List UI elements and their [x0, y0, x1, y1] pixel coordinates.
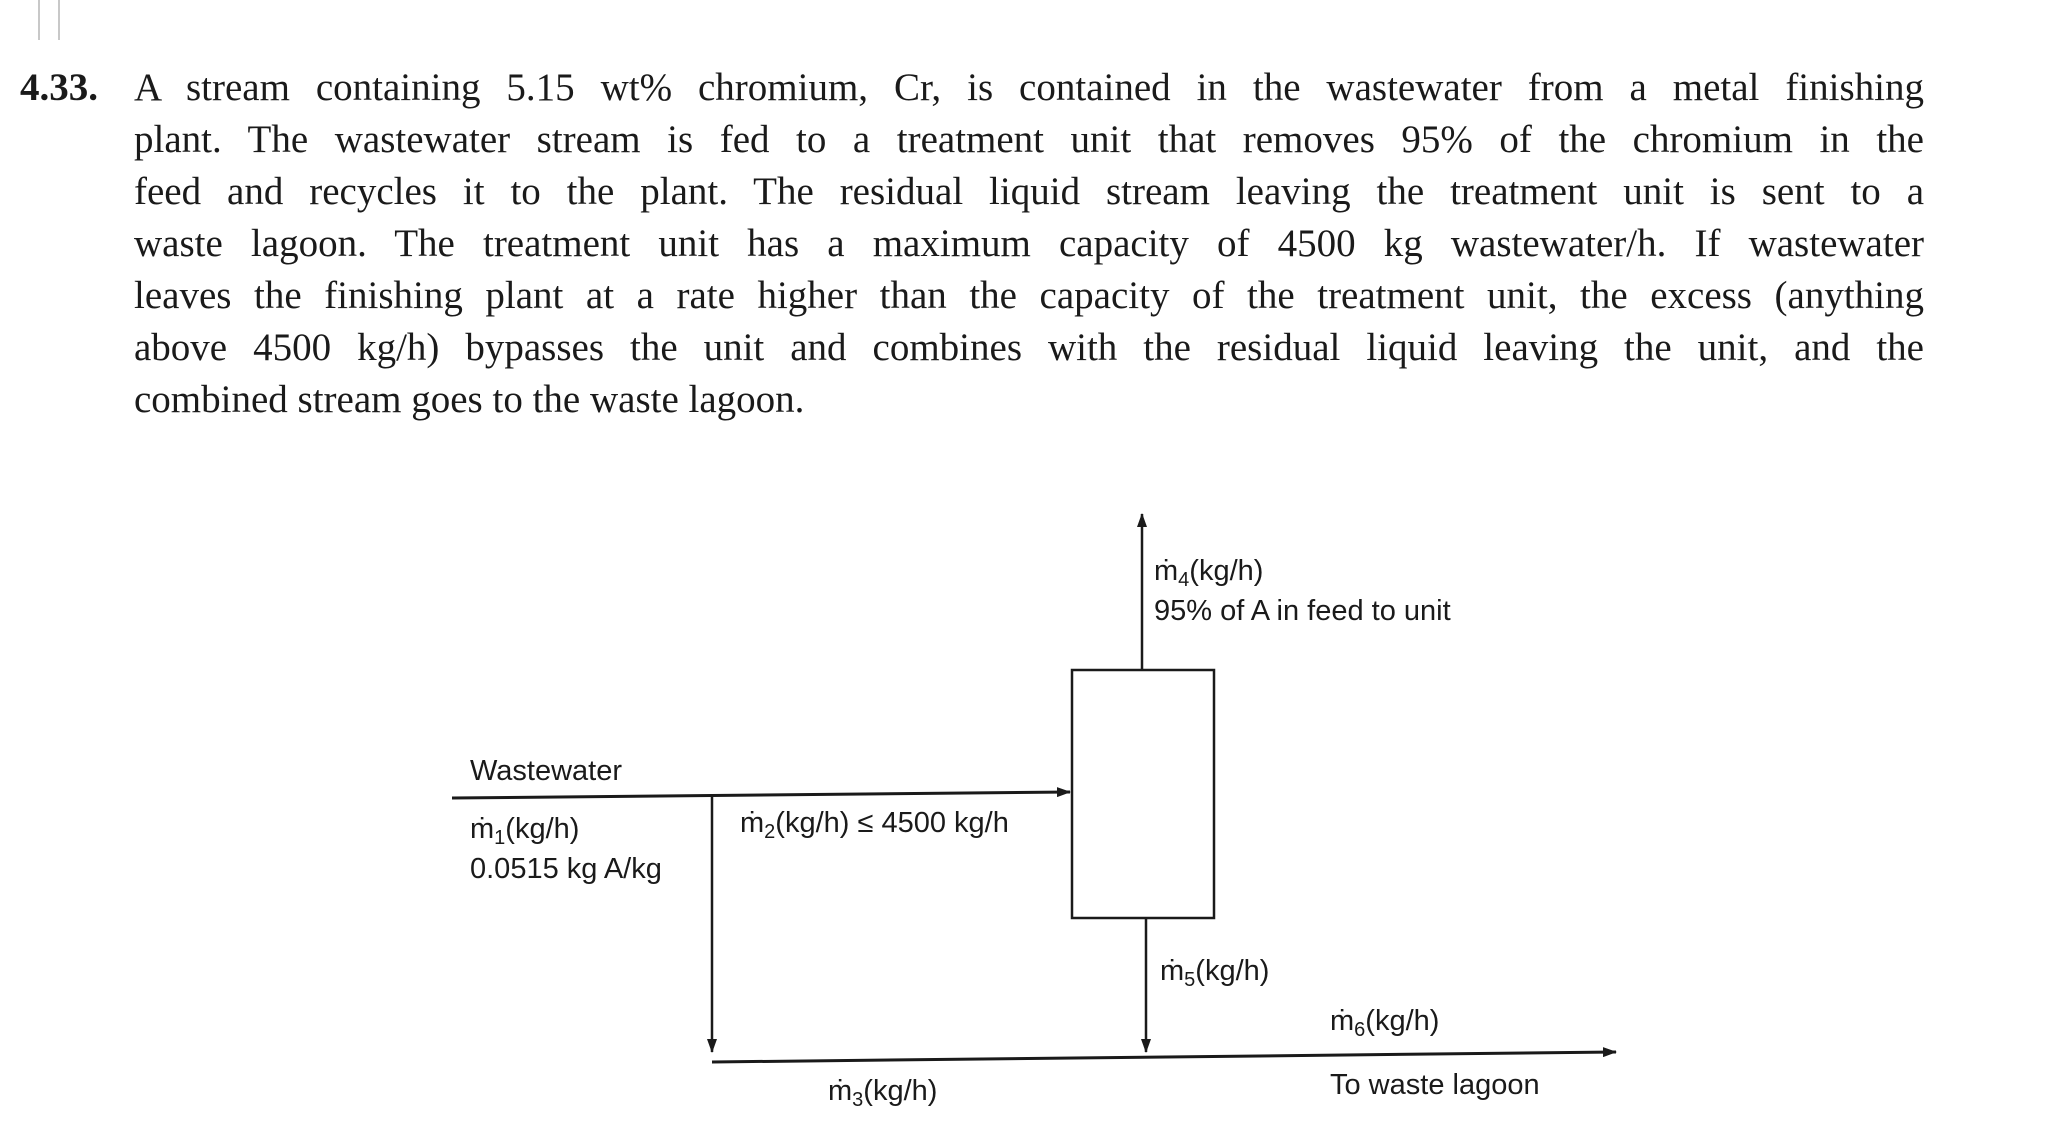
m4-unit: (kg/h) — [1189, 555, 1264, 587]
feed-title-label: Wastewater — [470, 755, 623, 787]
m1-subscript: 1 — [494, 827, 506, 849]
m4-subscript: 4 — [1178, 569, 1190, 591]
problem-line-1: A stream containing 5.15 wt% chromium, Cr, is contained in the wastewater from a metal finishing — [134, 66, 1924, 109]
outlet-label: To waste lagoon — [1330, 1069, 1540, 1101]
m2-label — [740, 807, 1009, 843]
feed-stream-line — [452, 792, 1070, 798]
m1-label — [470, 813, 579, 849]
treatment-unit-box — [1072, 670, 1214, 918]
m3-symbol: ṁ — [828, 1075, 853, 1107]
problem-number: 4.33. — [20, 66, 98, 109]
m6-unit: (kg/h) — [1365, 1005, 1440, 1037]
combined-stream-line — [712, 1052, 1616, 1062]
m6-subscript: 6 — [1354, 1019, 1366, 1041]
m5-label — [1160, 955, 1269, 991]
m2-symbol: ṁ — [740, 807, 765, 839]
problem-line-2: plant. The wastewater stream is fed to a treatment unit that removes 95% of the chromium in the — [134, 118, 1924, 161]
m6-symbol: ṁ — [1330, 1005, 1355, 1037]
feed-composition-label: 0.0515 kg A/kg — [470, 853, 662, 885]
problem-line-6: above 4500 kg/h) bypasses the unit and combines with the residual liquid leaving the unit, and the — [134, 326, 1924, 369]
m4-symbol: ṁ — [1154, 555, 1179, 587]
m3-label — [828, 1075, 937, 1111]
m2-subscript: 2 — [764, 821, 776, 843]
problem-line-5: leaves the finishing plant at a rate higher than the capacity of the treatment unit, the excess (anything — [134, 274, 1924, 317]
m4-label — [1154, 555, 1263, 591]
m4-note-label: 95% of A in feed to unit — [1154, 595, 1451, 627]
m1-symbol: ṁ — [470, 813, 495, 845]
m6-label — [1330, 1005, 1439, 1041]
problem-line-3: feed and recycles it to the plant. The residual liquid stream leaving the treatment unit is sent to a — [134, 170, 1924, 213]
problem-line-4: waste lagoon. The treatment unit has a maximum capacity of 4500 kg wastewater/h. If wastewater — [134, 222, 1924, 265]
m5-symbol: ṁ — [1160, 955, 1185, 987]
m5-unit: (kg/h) — [1195, 955, 1270, 987]
m3-unit: (kg/h) — [863, 1075, 938, 1107]
m2-unit: (kg/h) ≤ 4500 kg/h — [775, 807, 1009, 839]
m5-subscript: 5 — [1184, 969, 1196, 991]
m3-subscript: 3 — [852, 1089, 864, 1111]
m1-unit: (kg/h) — [505, 813, 580, 845]
problem-line-7: combined stream goes to the waste lagoon. — [134, 378, 805, 421]
